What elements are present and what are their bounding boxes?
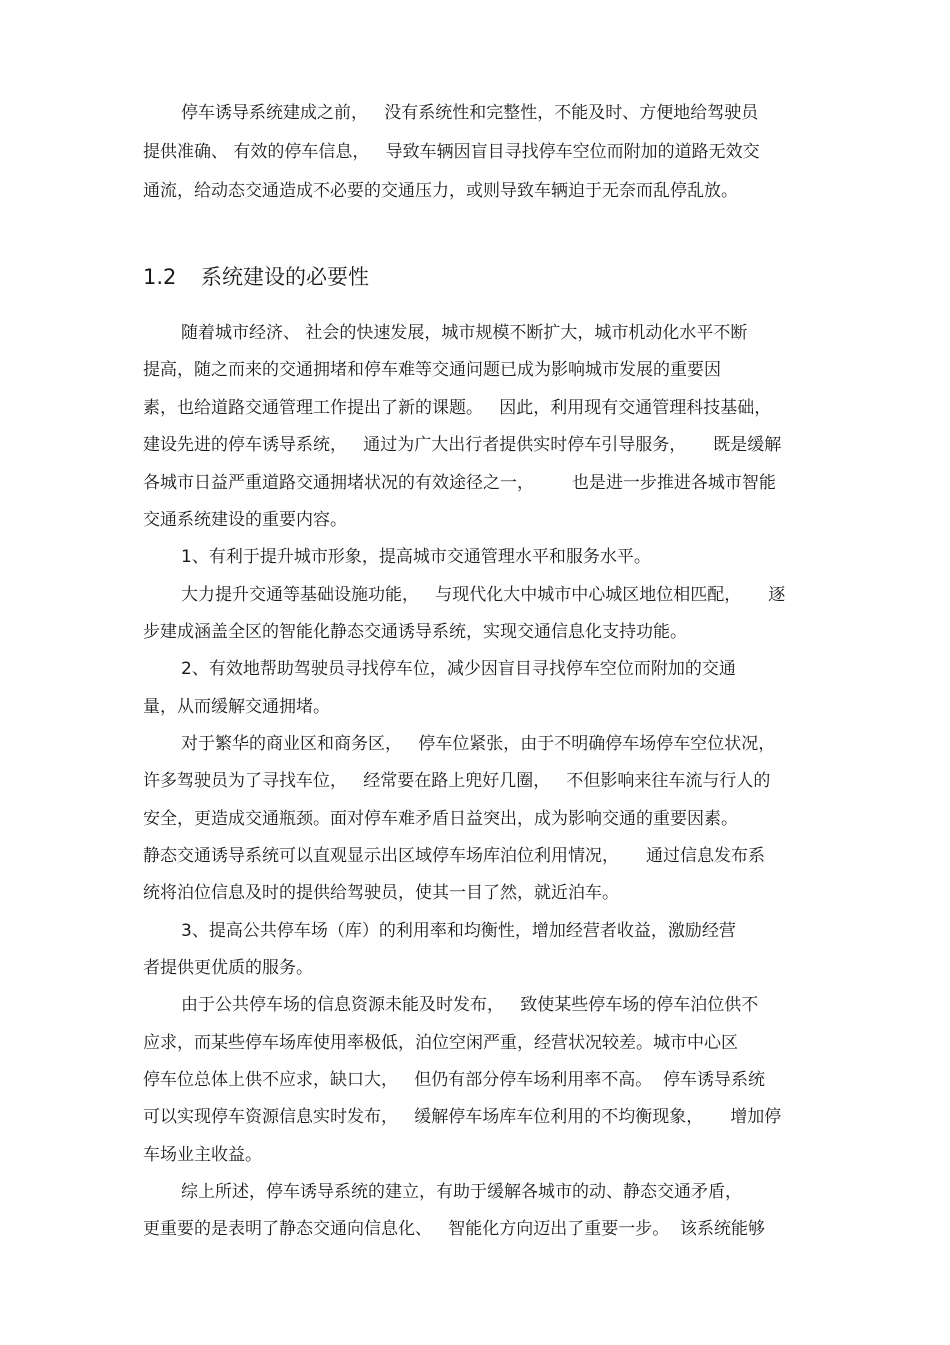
list-item-title: 1、有利于提升城市形象，提高城市交通管理水平和服务水平。 bbox=[181, 547, 651, 567]
paragraph-line: 步建成涵盖全区的智能化静态交通诱导系统，实现交通信息化支持功能。 bbox=[143, 622, 687, 642]
paragraph-line: 随着城市经济、 社会的快速发展，城市规模不断扩大，城市机动化水平不断 bbox=[181, 323, 748, 343]
paragraph-line: 对于繁华的商业区和商务区， 停车位紧张，由于不明确停车场停车空位状况， bbox=[181, 734, 776, 754]
list-item-title: 3、提高公共停车场（库）的利用率和均衡性，增加经营者收益，激励经营 bbox=[181, 921, 736, 941]
paragraph-line: 统将泊位信息及时的提供给驾驶员，使其一目了然，就近泊车。 bbox=[143, 883, 619, 903]
paragraph-line: 安全，更造成交通瓶颈。面对停车难矛盾日益突出，成为影响交通的重要因素。 bbox=[143, 809, 738, 829]
paragraph-line: 由于公共停车场的信息资源未能及时发布， 致使某些停车场的停车泊位供不 bbox=[181, 995, 759, 1015]
paragraph-line: 素，也给道路交通管理工作提出了新的课题。 因此，利用现有交通管理科技基础， bbox=[143, 398, 772, 418]
paragraph-line: 停车诱导系统建成之前， 没有系统性和完整性，不能及时、方便地给驾驶员 bbox=[181, 103, 759, 123]
paragraph-line: 交通系统建设的重要内容。 bbox=[143, 510, 347, 530]
paragraph-line: 应求，而某些停车场库使用率极低，泊位空闲严重，经营状况较差。城市中心区 bbox=[143, 1033, 738, 1053]
paragraph-line: 通流，给动态交通造成不必要的交通压力，或则导致车辆迫于无奈而乱停乱放。 bbox=[143, 181, 738, 201]
paragraph-line: 更重要的是表明了静态交通向信息化、 智能化方向迈出了重要一步。 该系统能够 bbox=[143, 1219, 766, 1239]
paragraph-line: 静态交通诱导系统可以直观显示出区域停车场库泊位利用情况， 通过信息发布系 bbox=[143, 846, 766, 866]
paragraph-line: 车场业主收益。 bbox=[143, 1145, 262, 1165]
paragraph-line: 停车位总体上供不应求，缺口大， 但仍有部分停车场利用率不高。 停车诱导系统 bbox=[143, 1070, 766, 1090]
paragraph-line: 建设先进的停车诱导系统， 通过为广大出行者提供实时停车引导服务， 既是缓解 bbox=[143, 435, 782, 455]
list-item-title: 2、有效地帮助驾驶员寻找停车位，减少因盲目寻找停车空位而附加的交通 bbox=[181, 659, 736, 679]
paragraph-line: 大力提升交通等基础设施功能， 与现代化大中城市中心城区地位相匹配， 逐 bbox=[181, 585, 786, 605]
section-number: 1.2 bbox=[143, 265, 177, 289]
paragraph-line: 许多驾驶员为了寻找车位， 经常要在路上兜好几圈， 不但影响来往车流与行人的 bbox=[143, 771, 771, 791]
paragraph-line: 提高，随之而来的交通拥堵和停车难等交通问题已成为影响城市发展的重要因 bbox=[143, 360, 721, 380]
paragraph-line: 者提供更优质的服务。 bbox=[143, 958, 313, 978]
section-title: 系统建设的必要性 bbox=[201, 265, 369, 289]
paragraph-line: 量，从而缓解交通拥堵。 bbox=[143, 697, 330, 717]
paragraph-line: 各城市日益严重道路交通拥堵状况的有效途径之一， 也是进一步推进各城市智能 bbox=[143, 473, 776, 493]
section-heading bbox=[143, 264, 369, 290]
paragraph-line: 提供准确、 有效的停车信息， 导致车辆因盲目寻找停车空位而附加的道路无效交 bbox=[143, 142, 760, 162]
paragraph-line: 综上所述，停车诱导系统的建立，有助于缓解各城市的动、静态交通矛盾， bbox=[181, 1182, 742, 1202]
paragraph-line: 可以实现停车资源信息实时发布， 缓解停车场库车位利用的不均衡现象， 增加停 bbox=[143, 1107, 782, 1127]
